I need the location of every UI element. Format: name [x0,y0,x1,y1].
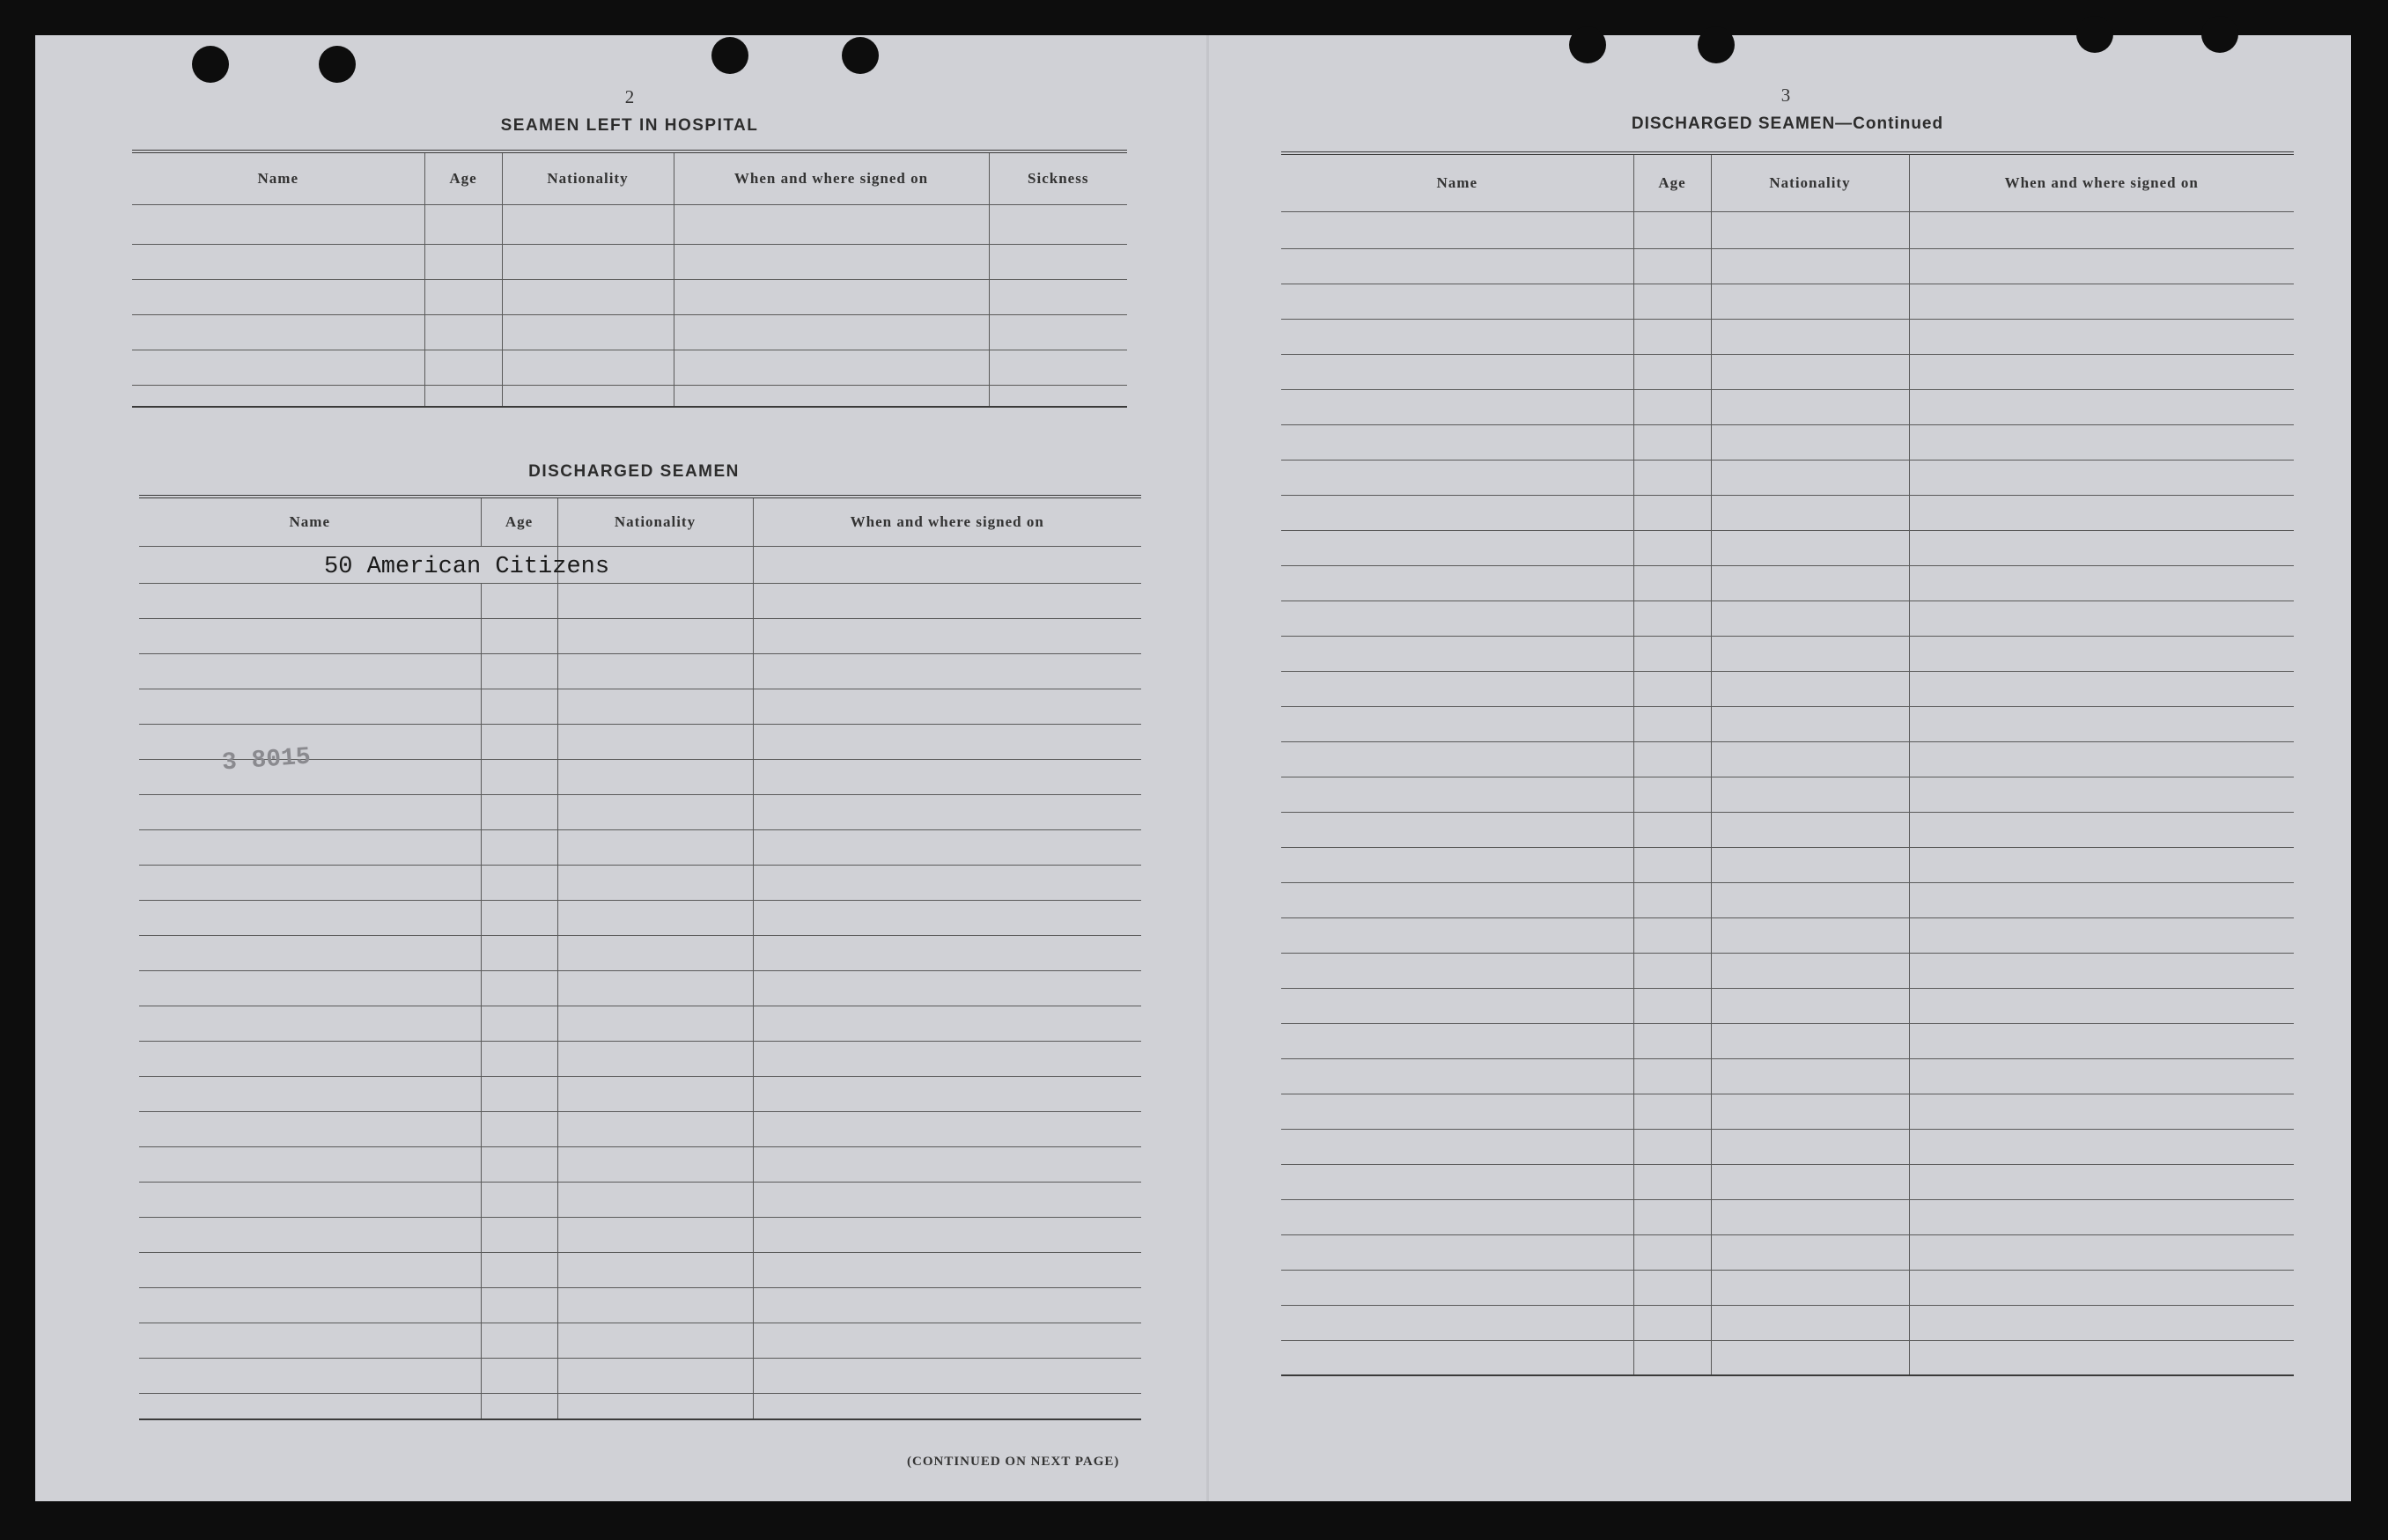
table-row [1281,1340,2294,1375]
table-row [139,546,1141,583]
col-name: Name [139,497,481,546]
col-name: Name [1281,153,1633,211]
table-row [1281,565,2294,601]
punch-hole [2201,16,2238,53]
table-row [139,1287,1141,1323]
table-row [139,1252,1141,1287]
table-row [139,1323,1141,1358]
right-page-number: 3 [1780,85,1791,106]
table-row [139,1006,1141,1041]
col-when-where: When and where signed on [753,497,1141,546]
table-row [139,1076,1141,1111]
table-row [139,1182,1141,1217]
punch-hole [1698,26,1735,63]
table-row [1281,1023,2294,1058]
punch-hole [2076,16,2113,53]
discharged-header-row [139,497,1141,546]
table-row [132,204,1127,244]
table-row [132,279,1127,314]
punch-hole [711,37,748,74]
discharged-table [139,495,1141,1420]
table-row [1281,1058,2294,1094]
table-row [1281,1129,2294,1164]
table-row [1281,1199,2294,1234]
discharged-continued-header-row [1281,153,2294,211]
table-row [1281,460,2294,495]
table-row [1281,211,2294,248]
typed-entry: 50 American Citizens [324,553,610,580]
table-row [1281,530,2294,565]
table-row [139,583,1141,618]
table-row [139,935,1141,970]
table-row [139,900,1141,935]
table-row [1281,706,2294,741]
table-row [1281,953,2294,988]
punch-hole [192,46,229,83]
table-row [139,1217,1141,1252]
table-row [1281,284,2294,319]
continued-footer: (CONTINUED ON NEXT PAGE) [907,1455,1120,1469]
table-row [132,385,1127,407]
table-row [1281,812,2294,847]
hospital-header-row [132,151,1127,204]
col-nationality: Nationality [557,497,753,546]
table-row [139,1146,1141,1182]
discharged-section-title: DISCHARGED SEAMEN [528,462,740,481]
table-row [1281,495,2294,530]
table-row [139,653,1141,689]
table-row [1281,988,2294,1023]
table-row [1281,1305,2294,1340]
table-row [1281,1164,2294,1199]
col-when-where: When and where signed on [1909,153,2294,211]
table-row [1281,1270,2294,1305]
faded-stamp: 3 8015 [221,743,312,777]
punch-hole [842,37,879,74]
col-when-where: When and where signed on [674,151,989,204]
hospital-section-title: SEAMEN LEFT IN HOSPITAL [500,116,759,135]
table-row [1281,917,2294,953]
hospital-table [132,150,1127,408]
table-row [1281,777,2294,812]
col-nationality: Nationality [1711,153,1909,211]
left-page-number: 2 [624,86,635,107]
table-row [132,350,1127,385]
punch-hole [319,46,356,83]
punch-hole [1569,26,1606,63]
table-row [139,865,1141,900]
col-age: Age [481,497,557,546]
table-row [1281,389,2294,424]
table-row [139,794,1141,829]
table-row [139,689,1141,724]
table-row [1281,248,2294,284]
table-row [139,1111,1141,1146]
table-row [1281,319,2294,354]
table-row [1281,882,2294,917]
table-row [1281,636,2294,671]
col-age: Age [1633,153,1711,211]
table-row [139,1358,1141,1393]
table-row [139,829,1141,865]
page-fold [1206,35,1209,1501]
table-row [1281,1094,2294,1129]
table-row [132,244,1127,279]
col-name: Name [132,151,424,204]
discharged-continued-title: DISCHARGED SEAMEN—Continued [1631,114,1944,133]
table-row [139,618,1141,653]
col-nationality: Nationality [502,151,674,204]
table-row [1281,847,2294,882]
table-row [1281,601,2294,636]
table-row [1281,424,2294,460]
table-row [139,1041,1141,1076]
col-sickness: Sickness [989,151,1127,204]
col-age: Age [424,151,502,204]
table-row [1281,1234,2294,1270]
discharged-continued-table [1281,151,2294,1376]
table-row [139,1393,1141,1419]
table-row [139,970,1141,1006]
table-row [1281,671,2294,706]
table-row [1281,354,2294,389]
table-row [1281,741,2294,777]
table-row [132,314,1127,350]
